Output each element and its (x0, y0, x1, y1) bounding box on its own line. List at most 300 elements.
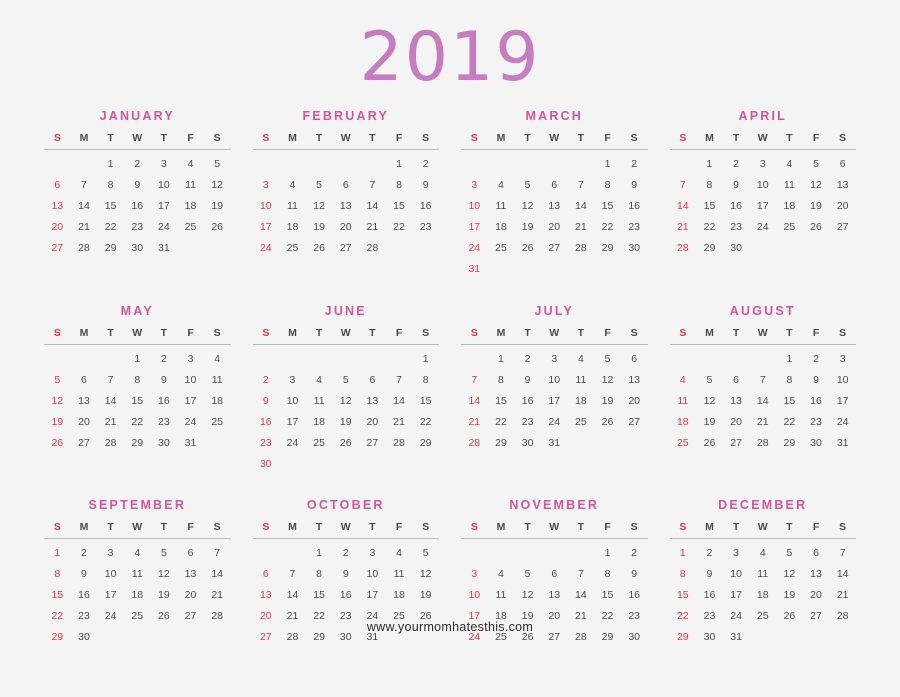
day-cell: 23 (339, 610, 352, 623)
day-cell: 1 (498, 352, 504, 365)
day-cell: 12 (313, 200, 325, 213)
weekday-header: T (359, 327, 386, 345)
day-cell (71, 150, 98, 175)
weekday-header: T (151, 132, 178, 150)
day-cell: 13 (78, 394, 90, 407)
day-cell: 10 (366, 568, 379, 581)
day-cell: 15 (131, 394, 144, 407)
day-cell: 18 (313, 415, 325, 428)
day-cell: 21 (575, 221, 587, 234)
day-cell: 14 (78, 200, 90, 213)
weekday-header: T (151, 521, 178, 539)
day-cell (749, 344, 776, 369)
day-cell: 2 (134, 158, 141, 171)
day-cell: 4 (396, 547, 402, 560)
day-cell: 1 (604, 547, 611, 560)
week-row (253, 564, 440, 585)
day-cell: 31 (158, 242, 170, 255)
day-cell (44, 344, 71, 369)
day-cell: 16 (810, 394, 822, 407)
day-cell: 3 (107, 547, 114, 560)
day-cell: 20 (339, 221, 352, 234)
day-cell: 23 (78, 610, 90, 623)
day-cell: 25 (313, 436, 325, 449)
week-row (44, 150, 231, 175)
day-cell (514, 259, 541, 280)
week-row (44, 217, 231, 238)
day-cell (71, 344, 98, 369)
day-cell: 27 (548, 631, 561, 644)
day-cell: 26 (783, 610, 796, 623)
day-cell: 5 (54, 373, 61, 386)
day-cell: 6 (733, 373, 740, 386)
day-cell: 26 (521, 631, 534, 644)
weekday-header: M (71, 521, 98, 539)
day-cell: 11 (495, 200, 507, 213)
weekday-header: W (541, 132, 568, 150)
day-cell (204, 432, 231, 453)
day-cell: 22 (51, 610, 64, 623)
day-cell: 2 (160, 352, 167, 365)
day-cell: 9 (524, 373, 531, 386)
day-cell: 25 (575, 415, 587, 428)
day-cell: 19 (521, 610, 534, 623)
day-cell: 11 (211, 373, 223, 386)
day-cell: 25 (495, 242, 507, 255)
day-cell: 28 (575, 242, 587, 255)
day-cell: 22 (601, 610, 614, 623)
day-cell: 30 (259, 457, 272, 470)
weekday-header: F (177, 521, 204, 539)
day-cell: 30 (339, 631, 352, 644)
day-cell: 29 (495, 436, 507, 449)
weekday-header: T (723, 327, 750, 345)
weekday-header: W (332, 327, 359, 345)
day-cell: 7 (679, 179, 686, 192)
day-cell: 27 (810, 610, 822, 623)
day-cell: 25 (131, 610, 144, 623)
day-cell (723, 344, 750, 369)
day-cell: 14 (756, 394, 769, 407)
month-block (461, 109, 648, 280)
week-row (461, 196, 648, 217)
day-cell: 26 (601, 415, 614, 428)
day-cell: 27 (366, 436, 379, 449)
day-cell: 10 (548, 373, 561, 386)
day-cell: 31 (836, 436, 849, 449)
day-cell: 10 (468, 589, 481, 602)
day-cell: 22 (131, 415, 144, 428)
day-cell: 29 (104, 242, 117, 255)
day-cell: 19 (703, 415, 716, 428)
month-name: FEBRUARY (302, 109, 390, 124)
day-cell: 23 (730, 221, 742, 234)
day-cell: 17 (366, 589, 379, 602)
month-block (670, 109, 857, 280)
day-cell: 18 (211, 394, 224, 407)
day-cell: 1 (54, 547, 61, 560)
day-cell: 17 (730, 589, 742, 602)
day-cell: 24 (756, 221, 769, 234)
weekday-header: S (412, 132, 439, 150)
day-cell: 20 (628, 394, 641, 407)
day-cell: 4 (134, 547, 141, 560)
day-cell: 3 (289, 373, 296, 386)
weekday-header: W (124, 132, 151, 150)
week-row (461, 432, 648, 453)
day-cell: 12 (810, 179, 822, 192)
week-row (461, 390, 648, 411)
day-cell: 26 (339, 436, 352, 449)
day-cell: 10 (184, 373, 197, 386)
day-cell: 7 (577, 179, 584, 192)
day-cell (359, 453, 386, 474)
day-cell: 17 (184, 394, 197, 407)
day-cell: 1 (134, 352, 141, 365)
weekday-header: F (177, 327, 204, 345)
weekday-header: M (279, 132, 306, 150)
day-cell: 3 (471, 568, 478, 581)
footer-website: www.yourmomhatesthis.com (366, 620, 534, 634)
day-cell (461, 344, 488, 369)
month-name: JUNE (324, 303, 367, 318)
day-cell (97, 344, 124, 369)
day-cell: 6 (262, 568, 269, 581)
day-cell: 1 (706, 158, 713, 171)
week-row (670, 344, 857, 369)
day-cell: 3 (262, 179, 269, 192)
day-cell: 17 (836, 394, 849, 407)
day-cell: 5 (160, 547, 167, 560)
day-cell: 27 (184, 610, 197, 623)
day-cell: 31 (468, 263, 481, 276)
weekday-header: W (541, 327, 568, 345)
day-cell: 25 (495, 631, 507, 644)
day-cell: 17 (468, 221, 481, 234)
day-cell: 6 (551, 568, 558, 581)
week-row (253, 390, 440, 411)
day-cell: 24 (548, 415, 561, 428)
week-row (44, 369, 231, 390)
week-row (44, 390, 231, 411)
day-cell: 16 (259, 415, 272, 428)
day-cell: 16 (730, 200, 742, 213)
week-row (670, 585, 857, 606)
weekday-header: W (749, 327, 776, 345)
week-row (461, 585, 648, 606)
day-cell: 30 (703, 631, 716, 644)
day-cell: 30 (730, 242, 742, 255)
day-cell (749, 238, 776, 259)
day-cell: 19 (419, 589, 432, 602)
weekday-header: F (803, 521, 830, 539)
weekday-header: S (253, 132, 280, 150)
day-cell: 13 (259, 589, 272, 602)
day-cell: 20 (259, 610, 272, 623)
day-cell: 18 (495, 610, 507, 623)
day-cell: 31 (366, 631, 379, 644)
day-cell: 10 (286, 394, 299, 407)
day-cell: 12 (601, 373, 614, 386)
weekday-header: S (829, 521, 856, 539)
day-cell: 7 (214, 547, 221, 560)
day-cell (594, 259, 621, 280)
day-cell: 24 (730, 610, 742, 623)
day-cell: 17 (104, 589, 117, 602)
day-cell: 21 (286, 610, 299, 623)
weekday-header: S (253, 327, 280, 345)
day-cell: 15 (783, 394, 796, 407)
day-cell: 22 (104, 221, 117, 234)
day-cell: 22 (393, 221, 405, 234)
day-cell: 9 (733, 179, 740, 192)
day-cell (803, 238, 830, 259)
day-cell: 1 (679, 547, 686, 560)
day-cell: 15 (676, 589, 689, 602)
day-cell (568, 150, 595, 175)
weekday-header: T (514, 132, 541, 150)
day-cell: 5 (813, 158, 819, 171)
day-cell: 12 (211, 179, 224, 192)
day-cell: 9 (262, 394, 269, 407)
week-row (461, 411, 648, 432)
day-cell (177, 238, 204, 259)
day-cell: 26 (521, 242, 534, 255)
day-cell: 16 (628, 589, 641, 602)
day-cell: 20 (810, 589, 822, 602)
day-cell (386, 238, 413, 259)
day-cell: 20 (548, 221, 561, 234)
day-cell: 16 (131, 200, 144, 213)
months-grid (0, 109, 900, 648)
day-cell: 22 (495, 415, 507, 428)
month-table (253, 327, 440, 475)
weekday-header-row (461, 132, 648, 150)
day-cell (488, 259, 515, 280)
weekday-header: T (306, 521, 333, 539)
day-cell: 18 (286, 221, 299, 234)
day-cell: 8 (134, 373, 141, 386)
day-cell: 20 (730, 415, 742, 428)
day-cell: 14 (468, 394, 481, 407)
day-cell: 17 (756, 200, 769, 213)
month-name: OCTOBER (306, 498, 385, 513)
day-cell (670, 344, 697, 369)
day-cell: 4 (577, 352, 584, 365)
day-cell: 24 (366, 610, 379, 623)
day-cell (279, 344, 306, 369)
day-cell: 13 (51, 200, 64, 213)
day-cell: 3 (471, 179, 478, 192)
day-cell: 29 (703, 242, 716, 255)
day-cell: 13 (548, 200, 561, 213)
day-cell: 23 (131, 221, 144, 234)
day-cell (488, 150, 515, 175)
day-cell: 6 (81, 373, 87, 386)
day-cell: 17 (468, 610, 481, 623)
day-cell: 9 (81, 568, 87, 581)
week-row (461, 344, 648, 369)
day-cell: 3 (759, 158, 766, 171)
day-cell (461, 150, 488, 175)
day-cell: 20 (184, 589, 197, 602)
weekday-header-row (253, 132, 440, 150)
day-cell: 1 (396, 158, 402, 171)
month-table (253, 132, 440, 259)
day-cell: 7 (81, 179, 87, 192)
weekday-header: F (594, 521, 621, 539)
day-cell: 12 (158, 568, 170, 581)
day-cell: 10 (158, 179, 170, 192)
day-cell: 6 (839, 158, 846, 171)
day-cell (514, 150, 541, 175)
day-cell: 12 (521, 200, 534, 213)
day-cell (253, 344, 280, 369)
weekday-header: W (749, 132, 776, 150)
day-cell: 6 (551, 179, 558, 192)
week-row (461, 539, 648, 564)
day-cell: 15 (495, 394, 507, 407)
week-row (670, 196, 857, 217)
day-cell: 12 (783, 568, 796, 581)
day-cell: 14 (104, 394, 117, 407)
day-cell: 19 (211, 200, 224, 213)
day-cell: 26 (313, 242, 325, 255)
day-cell: 9 (706, 568, 713, 581)
month-table (461, 327, 648, 454)
week-row (44, 175, 231, 196)
day-cell: 18 (184, 200, 197, 213)
weekday-header: W (749, 521, 776, 539)
week-row (670, 175, 857, 196)
week-row (253, 585, 440, 606)
day-cell: 27 (339, 242, 352, 255)
day-cell: 15 (51, 589, 64, 602)
weekday-header: T (151, 327, 178, 345)
day-cell: 7 (107, 373, 114, 386)
day-cell: 11 (393, 568, 405, 581)
day-cell: 29 (601, 631, 614, 644)
week-row (670, 411, 857, 432)
day-cell: 13 (366, 394, 379, 407)
weekday-header: S (621, 327, 648, 345)
weekday-header: T (776, 521, 803, 539)
day-cell: 19 (521, 221, 534, 234)
day-cell (776, 238, 803, 259)
day-cell: 9 (631, 568, 638, 581)
day-cell (541, 150, 568, 175)
weekday-header: T (514, 327, 541, 345)
month-block (44, 109, 231, 280)
weekday-header: S (204, 521, 231, 539)
day-cell: 3 (160, 158, 167, 171)
day-cell: 9 (631, 179, 638, 192)
weekday-header: T (97, 521, 124, 539)
day-cell (306, 453, 333, 474)
month-name: DECEMBER (718, 498, 808, 513)
day-cell: 14 (286, 589, 299, 602)
weekday-header: M (279, 521, 306, 539)
day-cell: 19 (158, 589, 170, 602)
day-cell: 24 (104, 610, 117, 623)
weekday-header: T (776, 132, 803, 150)
day-cell: 21 (104, 415, 117, 428)
weekday-header: F (594, 327, 621, 345)
weekday-header: W (541, 521, 568, 539)
day-cell: 2 (813, 352, 819, 365)
day-cell: 8 (498, 373, 504, 386)
month-name: NOVEMBER (509, 498, 600, 513)
day-cell (696, 344, 723, 369)
day-cell: 21 (836, 589, 849, 602)
day-cell: 7 (471, 373, 478, 386)
day-cell: 28 (104, 436, 117, 449)
day-cell: 4 (316, 373, 323, 386)
weekday-header: M (279, 327, 306, 345)
weekday-header: F (594, 132, 621, 150)
weekday-header-row (44, 327, 231, 345)
day-cell: 4 (498, 568, 504, 581)
day-cell: 10 (468, 200, 481, 213)
day-cell: 11 (313, 394, 325, 407)
day-cell: 16 (78, 589, 90, 602)
weekday-header: S (204, 327, 231, 345)
day-cell: 18 (756, 589, 769, 602)
day-cell: 19 (601, 394, 614, 407)
day-cell: 16 (521, 394, 534, 407)
day-cell: 8 (396, 179, 402, 192)
day-cell: 11 (757, 568, 769, 581)
day-cell: 26 (51, 436, 64, 449)
day-cell: 21 (468, 415, 481, 428)
day-cell: 23 (703, 610, 716, 623)
weekday-header: F (386, 132, 413, 150)
month-block (253, 109, 440, 280)
day-cell: 2 (81, 547, 87, 560)
day-cell: 30 (158, 436, 170, 449)
day-cell: 21 (366, 221, 379, 234)
weekday-header: M (696, 521, 723, 539)
day-cell: 28 (756, 436, 769, 449)
day-cell: 20 (366, 415, 379, 428)
week-row (44, 564, 231, 585)
weekday-header: S (44, 132, 71, 150)
weekday-header: M (696, 327, 723, 345)
day-cell: 5 (786, 547, 793, 560)
day-cell: 13 (548, 589, 561, 602)
day-cell: 28 (366, 242, 379, 255)
weekday-header: F (386, 521, 413, 539)
day-cell: 17 (548, 394, 561, 407)
day-cell: 23 (628, 610, 641, 623)
day-cell (306, 150, 333, 175)
weekday-header-row (44, 132, 231, 150)
day-cell: 2 (631, 158, 638, 171)
day-cell: 13 (628, 373, 641, 386)
year-title: 2019 (359, 18, 541, 97)
day-cell: 14 (393, 394, 405, 407)
month-name: MAY (120, 303, 154, 318)
weekday-header: T (306, 327, 333, 345)
day-cell: 20 (51, 221, 64, 234)
day-cell: 23 (521, 415, 534, 428)
day-cell: 20 (78, 415, 90, 428)
weekday-header: M (488, 327, 515, 345)
weekday-header: T (97, 132, 124, 150)
day-cell: 5 (422, 547, 429, 560)
day-cell: 23 (158, 415, 170, 428)
day-cell: 29 (419, 436, 432, 449)
